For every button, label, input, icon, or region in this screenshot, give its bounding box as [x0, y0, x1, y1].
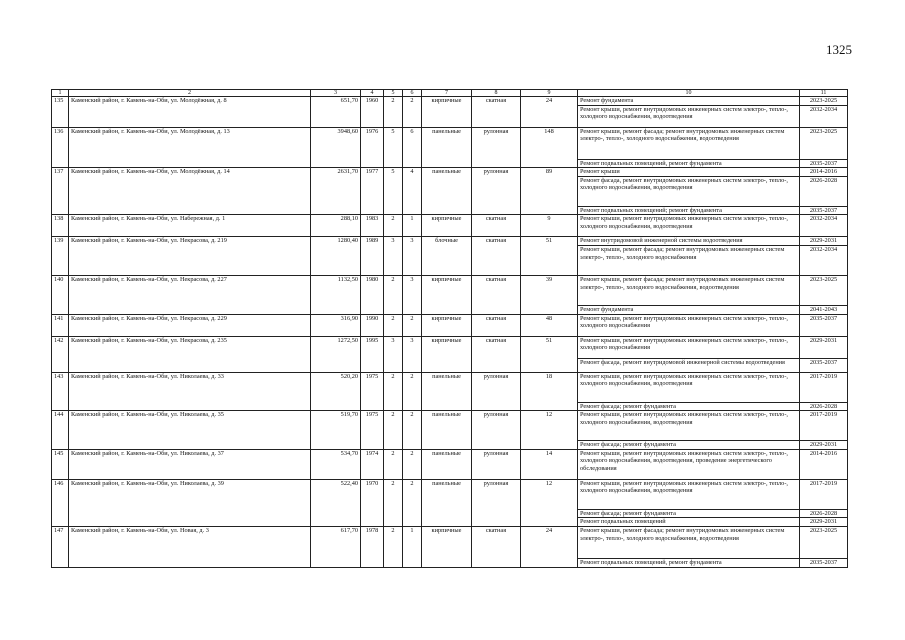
house-address: Каменский район, г. Камень-на-Оби, ул. Николаева, д. 33: [69, 372, 311, 411]
total-area: 288,10: [311, 215, 361, 237]
work-description: Ремонт подвальных помещений, ремонт фундамента: [578, 159, 800, 168]
roof-type: скатная: [472, 526, 521, 567]
work-description: Ремонт подвальных помещений: [578, 518, 800, 527]
work-period: 2035-2037: [800, 314, 848, 336]
work-description: Ремонт крыши, ремонт внутридомовых инженерных систем электро-, тепло-, холодного водоснабжения, водоотведения: [578, 372, 800, 402]
work-description: Ремонт фундамента: [578, 305, 800, 314]
row-number: 146: [52, 479, 69, 526]
table-row: [52, 314, 848, 336]
row-number: 137: [52, 168, 69, 215]
build-year: 1990: [361, 314, 384, 336]
work-description: Ремонт крыши, ремонт внутридомовых инженерных систем электро-, тепло-, холодного водоснабжения, водоотведения: [578, 215, 800, 237]
row-number: 147: [52, 526, 69, 567]
total-area: 1280,40: [311, 237, 361, 276]
house-address: Каменский район, г. Камень-на-Оби, ул. Николаева, д. 37: [69, 449, 311, 479]
work-description: Ремонт подвальных помещений, ремонт фундамента: [578, 558, 800, 567]
flats-count: 24: [521, 97, 578, 128]
flats-count: 14: [521, 449, 578, 479]
work-period: 2026-2028: [800, 509, 848, 518]
roof-type: скатная: [472, 275, 521, 314]
work-period: 2035-2037: [800, 206, 848, 215]
floors-count: 2: [384, 215, 403, 237]
entrances-count: 4: [403, 168, 422, 215]
table-row: [52, 215, 848, 237]
house-address: Каменский район, г. Камень-на-Оби, ул. Молодёжная, д. 13: [69, 127, 311, 168]
wall-material: панельные: [422, 127, 472, 168]
table-row: [52, 168, 848, 177]
work-description: Ремонт крыши: [578, 168, 800, 177]
wall-material: панельные: [422, 168, 472, 215]
work-period: 2017-2019: [800, 372, 848, 402]
work-description: Ремонт подвальных помещений; ремонт фундамента: [578, 206, 800, 215]
roof-type: скатная: [472, 237, 521, 276]
entrances-count: 2: [403, 449, 422, 479]
roof-type: скатная: [472, 314, 521, 336]
build-year: 1980: [361, 275, 384, 314]
flats-count: 24: [521, 526, 578, 567]
build-year: 1978: [361, 526, 384, 567]
row-number: 145: [52, 449, 69, 479]
build-year: 1960: [361, 97, 384, 128]
work-period: 2029-2031: [800, 518, 848, 527]
build-year: 1976: [361, 127, 384, 168]
work-period: 2029-2031: [800, 237, 848, 246]
total-area: 3948,60: [311, 127, 361, 168]
header-cell: 7: [422, 90, 472, 97]
roof-type: рулонная: [472, 411, 521, 450]
header-cell: 6: [403, 90, 422, 97]
wall-material: кирпичные: [422, 314, 472, 336]
floors-count: 2: [384, 275, 403, 314]
total-area: 1132,50: [311, 275, 361, 314]
roof-type: скатная: [472, 97, 521, 128]
flats-count: 12: [521, 411, 578, 450]
work-description: Ремонт фундамента: [578, 97, 800, 106]
flats-count: 9: [521, 215, 578, 237]
flats-count: 148: [521, 127, 578, 168]
roof-type: рулонная: [472, 127, 521, 168]
table-row: [52, 526, 848, 558]
entrances-count: 1: [403, 215, 422, 237]
work-description: Ремонт фасада; ремонт фундамента: [578, 509, 800, 518]
total-area: 316,90: [311, 314, 361, 336]
header-cell: 8: [472, 90, 521, 97]
total-area: 522,40: [311, 479, 361, 526]
table-row: [52, 411, 848, 441]
total-area: 520,20: [311, 372, 361, 411]
build-year: 1974: [361, 449, 384, 479]
work-period: 2023-2025: [800, 526, 848, 558]
row-number: 138: [52, 215, 69, 237]
header-cell: 4: [361, 90, 384, 97]
work-description: Ремонт крыши, ремонт внутридомовых инженерных систем электро-, тепло-, холодного водоснабжения, водоотведения: [578, 105, 800, 127]
row-number: 135: [52, 97, 69, 128]
entrances-count: 3: [403, 275, 422, 314]
house-address: Каменский район, г. Камень-на-Оби, ул. Некрасова, д. 229: [69, 314, 311, 336]
work-description: Ремонт крыши, ремонт внутридомовых инженерных систем электро-, тепло-, холодного водоснабжения, водоотведения: [578, 479, 800, 509]
roof-type: скатная: [472, 336, 521, 372]
work-period: 2023-2025: [800, 97, 848, 106]
floors-count: 2: [384, 449, 403, 479]
work-period: 2032-2034: [800, 105, 848, 127]
capital-repair-table: [51, 89, 848, 568]
entrances-count: 2: [403, 97, 422, 128]
table-row: [52, 237, 848, 246]
work-description: Ремонт крыши, ремонт внутридомовых инженерных систем электро-, тепло-, холодного водоснабжения, водоотведения: [578, 411, 800, 441]
work-description: Ремонт крыши, ремонт фасада; ремонт внутридомовых инженерных систем электро-, тепло-, холодного водоснабжения, водоотведения: [578, 526, 800, 558]
roof-type: рулонная: [472, 479, 521, 526]
wall-material: кирпичные: [422, 336, 472, 372]
work-description: Ремонт крыши, ремонт фасада; ремонт внутридомовых инженерных систем электро-, тепло-, холодного водоснабжения, водоотведения: [578, 275, 800, 305]
house-address: Каменский район, г. Камень-на-Оби, ул. Набережная, д. 1: [69, 215, 311, 237]
header-cell: 10: [578, 90, 800, 97]
wall-material: кирпичные: [422, 97, 472, 128]
wall-material: панельные: [422, 449, 472, 479]
wall-material: кирпичные: [422, 215, 472, 237]
header-cell: 11: [800, 90, 848, 97]
header-cell: 5: [384, 90, 403, 97]
floors-count: 5: [384, 168, 403, 215]
work-period: 2023-2025: [800, 127, 848, 159]
floors-count: 2: [384, 97, 403, 128]
column-number-header: [52, 90, 848, 97]
work-period: 2014-2016: [800, 449, 848, 479]
row-number: 136: [52, 127, 69, 168]
header-cell: 3: [311, 90, 361, 97]
total-area: 1272,50: [311, 336, 361, 372]
table-row: [52, 479, 848, 509]
table-row: [52, 449, 848, 479]
wall-material: блочные: [422, 237, 472, 276]
row-number: 139: [52, 237, 69, 276]
entrances-count: 2: [403, 372, 422, 411]
work-period: 2026-2028: [800, 402, 848, 411]
flats-count: 89: [521, 168, 578, 215]
entrances-count: 1: [403, 526, 422, 567]
entrances-count: 2: [403, 411, 422, 450]
roof-type: рулонная: [472, 372, 521, 411]
flats-count: 18: [521, 372, 578, 411]
house-address: Каменский район, г. Камень-на-Оби, ул. Некрасова, д. 219: [69, 237, 311, 276]
house-address: Каменский район, г. Камень-на-Оби, ул. Новая, д. 3: [69, 526, 311, 567]
flats-count: 51: [521, 237, 578, 276]
work-period: 2029-2031: [800, 441, 848, 450]
roof-type: рулонная: [472, 168, 521, 215]
wall-material: кирпичные: [422, 275, 472, 314]
floors-count: 2: [384, 526, 403, 567]
work-description: Ремонт крыши, ремонт фасада; ремонт внутридомовых инженерных систем электро-, тепло-, холодного водоснабжения, водоотведения: [578, 127, 800, 159]
work-period: 2023-2025: [800, 275, 848, 305]
work-period: 2017-2019: [800, 479, 848, 509]
wall-material: панельные: [422, 479, 472, 526]
total-area: 651,70: [311, 97, 361, 128]
flats-count: 51: [521, 336, 578, 372]
table-row: [52, 372, 848, 402]
build-year: 1975: [361, 411, 384, 450]
total-area: 617,70: [311, 526, 361, 567]
house-address: Каменский район, г. Камень-на-Оби, ул. Николаева, д. 39: [69, 479, 311, 526]
floors-count: 2: [384, 411, 403, 450]
house-address: Каменский район, г. Камень-на-Оби, ул. Молодёжная, д. 8: [69, 97, 311, 128]
floors-count: 2: [384, 479, 403, 526]
work-period: 2035-2037: [800, 358, 848, 372]
entrances-count: 3: [403, 237, 422, 276]
work-period: 2041-2043: [800, 305, 848, 314]
work-period: 2026-2028: [800, 176, 848, 206]
flats-count: 39: [521, 275, 578, 314]
row-number: 142: [52, 336, 69, 372]
work-description: Ремонт фасада, ремонт внутридомовой инженерной системы водоотведения: [578, 358, 800, 372]
house-address: Каменский район, г. Камень-на-Оби, ул. Некрасова, д. 227: [69, 275, 311, 314]
wall-material: кирпичные: [422, 526, 472, 567]
entrances-count: 2: [403, 479, 422, 526]
total-area: 534,70: [311, 449, 361, 479]
work-description: Ремонт фасада; ремонт фундамента: [578, 402, 800, 411]
roof-type: рулонная: [472, 449, 521, 479]
row-number: 143: [52, 372, 69, 411]
work-description: Ремонт фасада, ремонт внутридомовых инженерных систем электро-, тепло-, холодного водоснабжения, водоотведения: [578, 176, 800, 206]
header-cell: 1: [52, 90, 69, 97]
build-year: 1989: [361, 237, 384, 276]
table-row: [52, 97, 848, 106]
house-address: Каменский район, г. Камень-на-Оби, ул. Николаева, д. 35: [69, 411, 311, 450]
work-description: Ремонт внутридомовой инженерной системы водоотведения: [578, 237, 800, 246]
work-description: Ремонт крыши, ремонт фасада; ремонт внутридомовых инженерных систем электро-, тепло-, холодного водоснабжения: [578, 245, 800, 275]
house-address: Каменский район, г. Камень-на-Оби, ул. Некрасова, д. 235: [69, 336, 311, 372]
table-body: [52, 90, 848, 568]
table-row: [52, 127, 848, 159]
row-number: 144: [52, 411, 69, 450]
work-period: 2029-2031: [800, 336, 848, 358]
build-year: 1975: [361, 372, 384, 411]
work-description: Ремонт фасада; ремонт фундамента: [578, 441, 800, 450]
work-period: 2017-2019: [800, 411, 848, 441]
house-address: Каменский район, г. Камень-на-Оби, ул. Молодёжная, д. 14: [69, 168, 311, 215]
work-period: 2035-2037: [800, 558, 848, 567]
build-year: 1983: [361, 215, 384, 237]
wall-material: панельные: [422, 411, 472, 450]
header-cell: 9: [521, 90, 578, 97]
floors-count: 3: [384, 336, 403, 372]
floors-count: 2: [384, 372, 403, 411]
row-number: 141: [52, 314, 69, 336]
work-period: 2032-2034: [800, 215, 848, 237]
row-number: 140: [52, 275, 69, 314]
entrances-count: 3: [403, 336, 422, 372]
page-number: 1325: [826, 42, 852, 57]
table-row: [52, 336, 848, 358]
work-period: 2032-2034: [800, 245, 848, 275]
work-description: Ремонт крыши, ремонт внутридомовых инженерных систем электро-, тепло-, холодного водоснабжения: [578, 314, 800, 336]
flats-count: 48: [521, 314, 578, 336]
flats-count: 12: [521, 479, 578, 526]
floors-count: 5: [384, 127, 403, 168]
total-area: 519,70: [311, 411, 361, 450]
table-row: [52, 275, 848, 305]
work-period: 2035-2037: [800, 159, 848, 168]
work-period: 2014-2016: [800, 168, 848, 177]
roof-type: скатная: [472, 215, 521, 237]
build-year: 1977: [361, 168, 384, 215]
entrances-count: 2: [403, 314, 422, 336]
build-year: 1995: [361, 336, 384, 372]
floors-count: 2: [384, 314, 403, 336]
floors-count: 3: [384, 237, 403, 276]
total-area: 2631,70: [311, 168, 361, 215]
wall-material: панельные: [422, 372, 472, 411]
build-year: 1970: [361, 479, 384, 526]
work-description: Ремонт крыши, ремонт внутридомовых инженерных систем электро-, тепло-, холодного водоснабжения: [578, 336, 800, 358]
header-cell: 2: [69, 90, 311, 97]
work-description: Ремонт крыши, ремонт внутридомовых инженерных систем электро-, тепло-, холодного водоснабжения, водоотведения, проведение энергетического обследования: [578, 449, 800, 479]
entrances-count: 6: [403, 127, 422, 168]
